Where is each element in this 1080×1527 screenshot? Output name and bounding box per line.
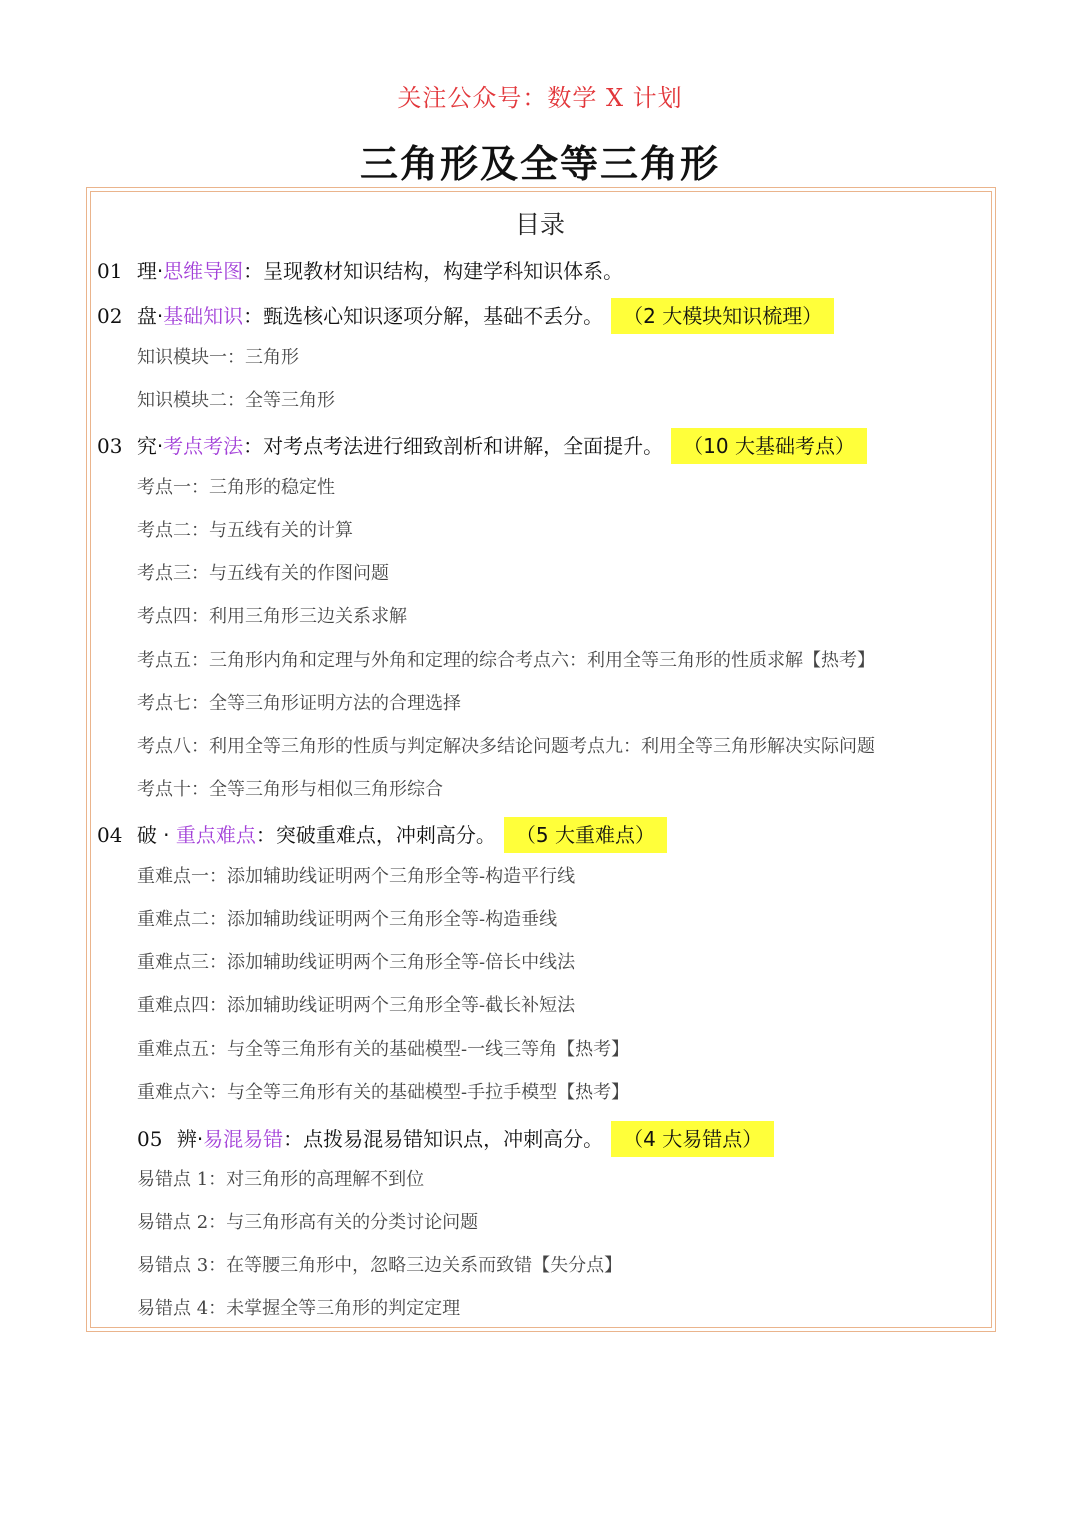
- toc-section-05[interactable]: [137, 1121, 774, 1157]
- section-number: 01: [97, 259, 123, 283]
- section-number: 05: [137, 1127, 163, 1151]
- toc-section-01[interactable]: [97, 256, 623, 286]
- toc-item[interactable]: 考点一：三角形的稳定性: [137, 477, 335, 498]
- section-char: 辨: [176, 1127, 197, 1151]
- toc-item[interactable]: 重难点三：添加辅助线证明两个三角形全等-倍长中线法: [137, 952, 576, 973]
- toc-item[interactable]: 考点八：利用全等三角形的性质与判定解决多结论问题考点九：利用全等三角形解决实际问题: [137, 736, 875, 757]
- toc-item[interactable]: 重难点六：与全等三角形有关的基础模型-手拉手模型【热考】: [137, 1082, 630, 1103]
- toc-item[interactable]: 考点十：全等三角形与相似三角形综合: [137, 779, 443, 800]
- section-char: 破: [136, 823, 157, 847]
- toc-item[interactable]: 易错点 2：与三角形高有关的分类讨论问题: [137, 1212, 479, 1233]
- section-sep: ·: [196, 1127, 204, 1151]
- section-char: 理: [136, 259, 157, 283]
- section-keyword: 基础知识: [163, 304, 244, 328]
- section-keyword: 重点难点: [175, 823, 256, 847]
- section-keyword: 思维导图: [163, 259, 244, 283]
- section-desc: ：呈现教材知识结构，构建学科知识体系。: [243, 259, 624, 283]
- toc-item[interactable]: 易错点 1：对三角形的高理解不到位: [137, 1169, 425, 1190]
- section-desc: ：突破重难点，冲刺高分。: [255, 823, 496, 847]
- toc-item[interactable]: 易错点 4：未掌握全等三角形的判定定理: [137, 1298, 461, 1319]
- toc-item[interactable]: 考点三：与五线有关的作图问题: [137, 563, 389, 584]
- section-tag-highlight: （4 大易错点）: [611, 1121, 774, 1157]
- toc-item[interactable]: 重难点二：添加辅助线证明两个三角形全等-构造垂线: [137, 909, 558, 930]
- section-sep: ·: [156, 434, 164, 458]
- toc-item[interactable]: 易错点 3：在等腰三角形中，忽略三边关系而致错【失分点】: [137, 1255, 623, 1276]
- toc-section-03[interactable]: [97, 428, 867, 464]
- toc-item[interactable]: 重难点四：添加辅助线证明两个三角形全等-截长补短法: [137, 995, 576, 1016]
- page-title: 三角形及全等三角形: [359, 142, 720, 186]
- section-keyword: 易混易错: [203, 1127, 284, 1151]
- toc-item[interactable]: 重难点五：与全等三角形有关的基础模型-一线三等角【热考】: [137, 1039, 630, 1060]
- toc-item[interactable]: 考点七：全等三角形证明方法的合理选择: [137, 693, 461, 714]
- section-desc: ：点拨易混易错知识点，冲刺高分。: [283, 1127, 604, 1151]
- toc-section-02[interactable]: [97, 298, 834, 334]
- section-char: 盘: [136, 304, 157, 328]
- section-sep: ·: [156, 823, 176, 847]
- toc-item[interactable]: 重难点一：添加辅助线证明两个三角形全等-构造平行线: [137, 866, 576, 887]
- section-sep: ·: [156, 259, 164, 283]
- toc-item[interactable]: 考点五：三角形内角和定理与外角和定理的综合考点六：利用全等三角形的性质求解【热考】: [137, 650, 875, 671]
- section-desc: ：甄选核心知识逐项分解，基础不丢分。: [243, 304, 604, 328]
- section-number: 02: [97, 304, 123, 328]
- toc-section-04[interactable]: [97, 817, 667, 853]
- section-tag-highlight: （5 大重难点）: [504, 817, 667, 853]
- section-sep: ·: [156, 304, 164, 328]
- follow-account-line: 关注公众号：数学 X 计划: [397, 84, 683, 112]
- section-tag-highlight: （2 大模块知识梳理）: [611, 298, 834, 334]
- toc-item[interactable]: 知识模块二：全等三角形: [137, 390, 335, 411]
- section-char: 究: [136, 434, 157, 458]
- section-number: 03: [97, 434, 123, 458]
- section-keyword: 考点考法: [163, 434, 244, 458]
- section-tag-highlight: （10 大基础考点）: [671, 428, 867, 464]
- section-desc: ：对考点考法进行细致剖析和讲解，全面提升。: [243, 434, 664, 458]
- section-number: 04: [97, 823, 123, 847]
- toc-item[interactable]: 考点二：与五线有关的计算: [137, 520, 353, 541]
- toc-item[interactable]: 知识模块一：三角形: [137, 347, 299, 368]
- toc-item[interactable]: 考点四：利用三角形三边关系求解: [137, 606, 407, 627]
- toc-heading: 目录: [514, 210, 565, 239]
